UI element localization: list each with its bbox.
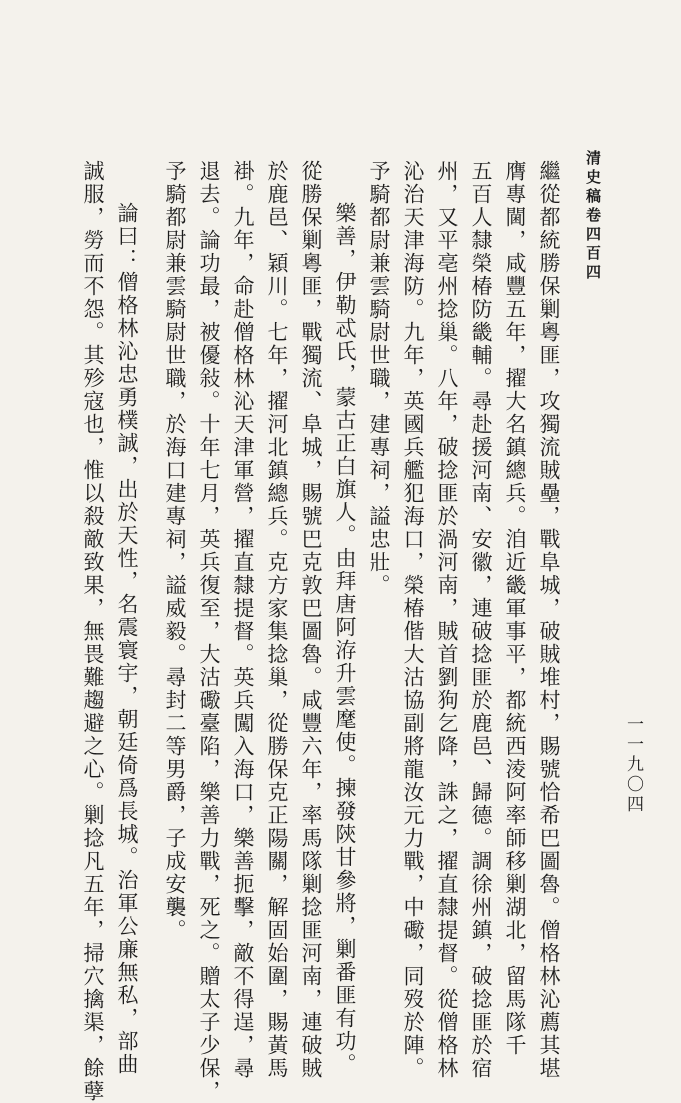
text-column: 於鹿邑、穎川。七年，擢河北鎮總兵。克方家集捻巢，從勝保克正陽關，解固始圍，賜黃馬 — [265, 160, 289, 1080]
text-column: 誠服，勞而不怨。其殄寇也，惟以殺敵致果，無畏難趨避之心。剿捻凡五年，掃穴擒渠，餘孽 — [81, 160, 105, 1103]
text-column: 州，又平亳州捻巢。八年，破捻匪於渦河南，賊首劉狗乞降，誅之，擢直隸提督。從僧格林 — [435, 160, 459, 1080]
text-column: 褂。九年，命赴僧格林沁天津軍營，擢直隸提督。英兵闖入海口，樂善扼擊，敵不得逞，尋 — [231, 160, 255, 1080]
text-column: 膺專閫，咸豐五年，擢大名鎮總兵。洎近畿軍事平，都統西淩阿率師移剿湖北，留馬隊千 — [503, 160, 527, 1057]
text-column: 予騎都尉兼雲騎尉世職，建專祠，謚忠壯。 — [367, 160, 391, 597]
body-text — [76, 160, 566, 1103]
paragraph-gap — [144, 160, 158, 920]
text-column: 沁治天津海防。九年，英國兵艦犯海口，榮椿偕大沽協副將龍汝元力戰，中礮，同歿於陣。 — [401, 160, 425, 1080]
text-column: 繼從都統勝保剿粵匪，攻獨流賊壘，戰阜城，破賊堆村，賜號恰希巴圖魯。僧格林沁薦其堪 — [537, 160, 561, 1080]
text-column: 論曰：僧格林沁忠勇樸誠，出於天性，名震寰宇，朝廷倚爲長城。治軍公廉無私，部曲 — [115, 202, 139, 1076]
text-column: 五百人隸榮椿防畿輔。尋赴援河南、安徽，連破捻匪於鹿邑、歸德。調徐州鎮，破捻匪於宿 — [469, 160, 493, 1080]
running-header: 清史稿卷四百四 — [584, 150, 602, 283]
text-column: 樂善，伊勒忒氏，蒙古正白旗人。由拜唐阿洊升雲麾使。揀發陝甘參將，剿番匪有功。 — [333, 202, 357, 1076]
text-column: 從勝保剿粵匪，戰獨流、阜城，賜號巴克敦巴圖魯。咸豐六年，率馬隊剿捻匪河南，連破賊 — [299, 160, 323, 1080]
text-column: 予騎都尉兼雲騎尉世職，於海口建專祠，謚威毅。尋封二等男爵，子成安襲。 — [163, 160, 187, 942]
page-number: 一一九〇四 — [623, 715, 643, 815]
text-column: 退去。論功最，被優敍。十年七月，英兵復至，大沽礮臺陷，樂善力戰，死之。贈太子少保， — [197, 160, 221, 1103]
